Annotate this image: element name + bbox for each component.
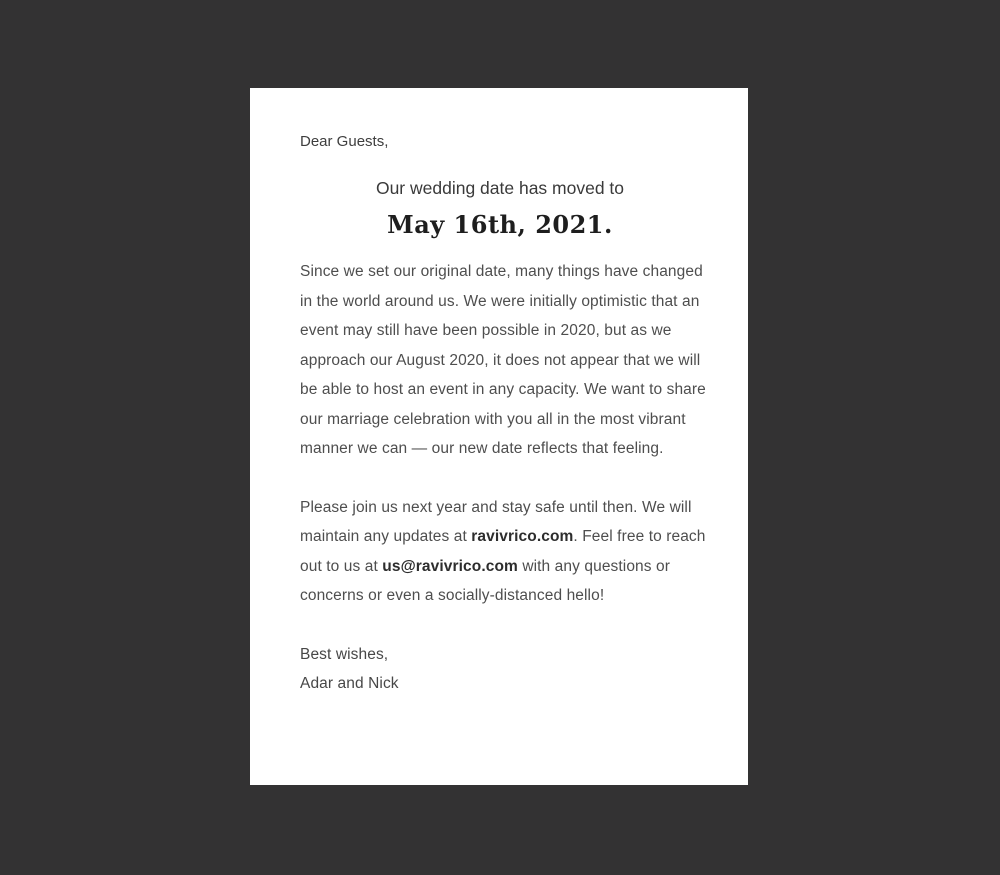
salutation: Dear Guests, — [300, 133, 389, 150]
text-line — [300, 493, 700, 523]
closing-salutation: Best wishes, — [300, 645, 389, 663]
text-segment: concerns or even a socially-distanced hello! — [300, 587, 605, 604]
text-segment: in the world around us. We were initially optimistic that an — [300, 292, 700, 310]
announcement-heading: Our wedding date has moved to — [375, 178, 625, 198]
text-segment: approach our August 2020, it does not appear that we will — [300, 351, 701, 369]
text-segment: out to us at — [300, 557, 383, 575]
text-line — [300, 552, 700, 582]
announcement-card — [250, 88, 748, 785]
text-segment: Since we set our original date, many things have changed — [300, 263, 703, 280]
text-segment: event may still have been possible in 2020, but as we — [300, 322, 672, 339]
letter-body — [300, 257, 706, 611]
text-segment: maintain any updates at — [300, 528, 472, 545]
signature: Adar and Nick — [300, 675, 399, 692]
text-line — [300, 346, 700, 376]
website-link[interactable]: ravivrico.com — [471, 528, 574, 545]
text-segment: manner we can — our new date reflects that feeling. — [300, 440, 664, 457]
paragraph — [300, 257, 706, 464]
text-line — [300, 287, 700, 317]
text-segment: . Feel free to reach — [573, 528, 706, 545]
text-segment: Please join us next year and stay safe until then. We will — [300, 498, 692, 516]
text-line — [300, 522, 706, 552]
text-segment: with any questions or — [517, 557, 671, 575]
text-line — [300, 434, 700, 464]
text-segment: be able to host an event in any capacity. We want to share — [300, 381, 706, 398]
text-line — [300, 405, 700, 435]
wedding-date-heading: May 16th, 2021. — [387, 210, 613, 239]
closing-block — [300, 640, 700, 699]
paragraph — [300, 493, 706, 611]
text-line — [300, 257, 703, 287]
email-link[interactable]: us@ravivrico.com — [382, 557, 518, 575]
text-line — [300, 316, 700, 346]
text-line — [300, 581, 700, 611]
text-segment: our marriage celebration with you all in the most vibrant — [300, 410, 686, 428]
text-line — [300, 375, 706, 405]
